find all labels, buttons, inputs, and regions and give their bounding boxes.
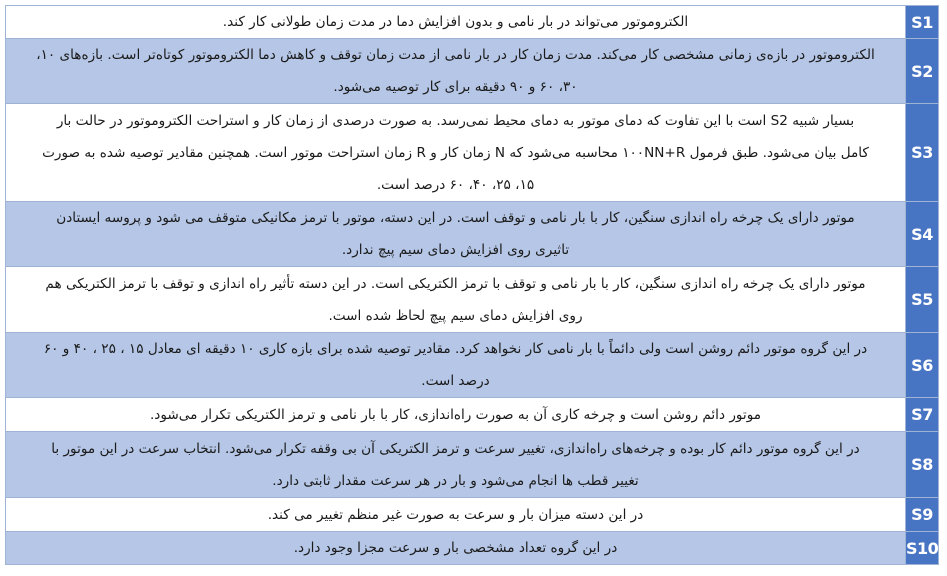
duty-code-cell: S9 [906,498,939,532]
description-line: روی افزایش دمای سیم پیچ لحاظ شده است. [328,307,583,324]
table-row [6,267,939,333]
duty-description-cell [6,398,906,432]
duty-code-cell: S8 [906,432,939,498]
description-line: موتور دارای یک چرخه راه اندازی سنگین، کار با بار نامی و توقف است. در این دسته، موتور با ترمز مکانیکی متوقف می شود و پروسه ایستادن [56,210,855,226]
table-row [6,333,939,398]
description-line: موتور دائم روشن است و چرخه کاری آن به صورت راه‌اندازی، کار با بار نامی و ترمز الکتریکی تکرار می‌شود. [149,406,762,423]
description-line: الکتروموتور می‌تواند در بار نامی و بدون افزایش دما در مدت زمان طولانی کار کند. [222,14,689,30]
duty-cycle-table [5,5,939,565]
table-body [6,6,939,565]
description-line: در این گروه موتور دائم کار بوده و چرخه‌های راه‌اندازی، تغییر سرعت و ترمز الکتریکی آن بی وقفه تکرار می‌شود. انتخاب سرعت در این موتور با [51,440,860,457]
description-line: تغییر قطب ها انجام می‌شود و بار در هر سرعت مقدار ثابتی دارد. [272,472,639,489]
description-line: موتور دارای یک چرخه راه اندازی سنگین، کار با بار نامی و توقف با ترمز الکتریکی است. در این دسته تأثیر راه اندازی و توقف با ترمز الکتریکی هم [45,275,866,292]
duty-description-cell [6,6,906,39]
duty-description-cell [6,202,906,267]
duty-description-cell [6,432,906,498]
description-line: کامل بیان می‌شود. طبق فرمول ۱۰۰NN+R محاسبه می‌شود که N زمان کار و R زمان استراحت موتور است. همچنین مقادیر توصیه شده به صورت [42,144,869,161]
duty-description-cell [6,39,906,104]
table-row [6,398,939,432]
duty-description-cell [6,267,906,333]
description-line: بسیار شبیه S2 است با این تفاوت که دمای موتور به دمای محیط نمی‌رسد. به صورت درصدی از زمان کار و استراحت الکتروموتور در حالت بار [56,112,855,129]
description-line: ۱۵، ۲۵، ۴۰، ۶۰ درصد است. [376,176,535,193]
duty-code-cell: S7 [906,398,939,432]
description-line: الکتروموتور در بازه‌ی زمانی مشخصی کار می‌کند. مدت زمان کار در بار نامی از مدت زمان توقف و کاهش دما الکتروموتور کوتاه‌تر است. بازه‌های ۱۰، [36,47,875,63]
duty-code-cell: S3 [906,104,939,202]
description-line: در این دسته میزان بار و سرعت به صورت غیر منظم تغییر می کند. [267,506,644,523]
duty-description-cell [6,104,906,202]
duty-description-cell [6,333,906,398]
duty-code-cell: S2 [906,39,939,104]
table-row [6,104,939,202]
duty-code-cell: S4 [906,202,939,267]
duty-code-cell: S6 [906,333,939,398]
duty-description-cell [6,498,906,532]
table-row [6,498,939,532]
description-line: در این گروه موتور دائم روشن است ولی دائماً با بار نامی کار نخواهد کرد. مقادیر توصیه شده برای بازه کاری ۱۰ دقیقه ای معادل ۱۵ ، ۲۵ ، ۴۰ و ۶۰ [43,341,868,357]
duty-code-cell: S10 [906,532,939,565]
table-row [6,6,939,39]
description-line: در این گروه تعداد مشخصی بار و سرعت مجزا وجود دارد. [293,540,618,556]
table-row [6,432,939,498]
description-line: تاثیری روی افزایش دمای سیم پیچ ندارد. [341,242,570,258]
table-row [6,532,939,565]
table-row [6,202,939,267]
description-line: درصد است. [421,373,490,389]
description-line: ۳۰، ۶۰ و ۹۰ دقیقه برای کار توصیه می‌شود. [333,79,578,95]
duty-code-cell: S5 [906,267,939,333]
table-row [6,39,939,104]
duty-code-cell: S1 [906,6,939,39]
duty-description-cell [6,532,906,565]
